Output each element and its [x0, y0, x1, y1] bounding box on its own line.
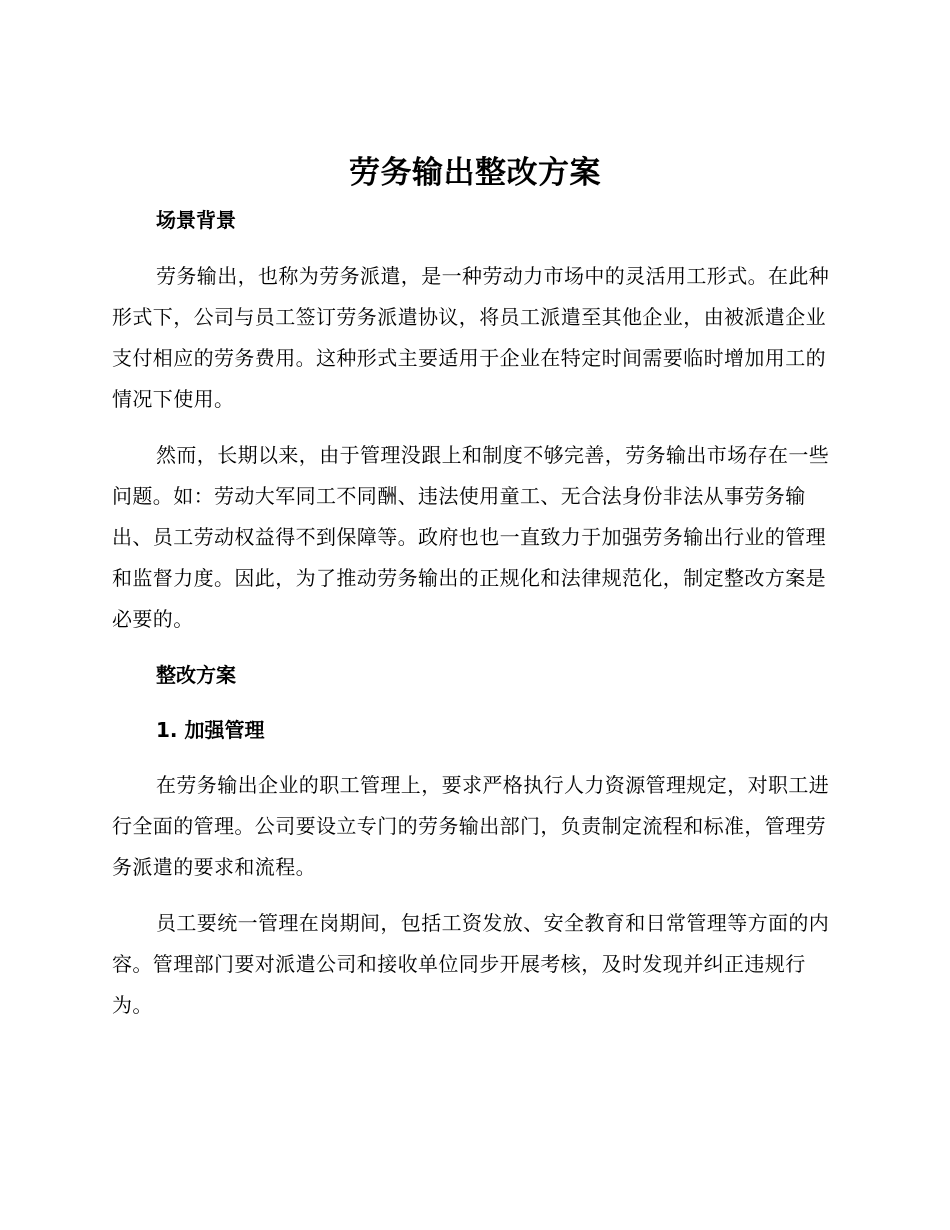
subsection-heading-management: 1. 加强管理: [156, 718, 265, 742]
paragraph-management-1: 在劳务输出企业的职工管理上，要求严格执行人力资源管理规定，对职工进行全面的管理。公司要设立专门的劳务输出部门，负责制定流程和标准，管理劳务派遣的要求和流程。: [112, 773, 830, 879]
section-heading-background: 场景背景: [156, 208, 236, 232]
section-heading-plan: 整改方案: [156, 663, 236, 687]
document-title: 劳务输出整改方案: [349, 155, 601, 191]
paragraph-management-2: 员工要统一管理在岗期间，包括工资发放、安全教育和日常管理等方面的内容。管理部门要对派遣公司和接收单位同步开展考核，及时发现并纠正违规行为。: [112, 911, 830, 1017]
paragraph-background-1: 劳务输出，也称为劳务派遣，是一种劳动力市场中的灵活用工形式。在此种形式下，公司与员工签订劳务派遣协议，将员工派遣至其他企业，由被派遣企业支付相应的劳务费用。这种形式主要适用于企业在特定时间需要临时增加用工的情况下使用。: [112, 264, 830, 411]
paragraph-background-2: 然而，长期以来，由于管理没跟上和制度不够完善，劳务输出市场存在一些问题。如：劳动大军同工不同酬、违法使用童工、无合法身份非法从事劳务输出、员工劳动权益得不到保障等。政府也也一直致力于加强劳务输出行业的管理和监督力度。因此，为了推动劳务输出的正规化和法律规范化，制定整改方案是必要的。: [112, 443, 830, 631]
document-body: [112, 200, 832, 1026]
